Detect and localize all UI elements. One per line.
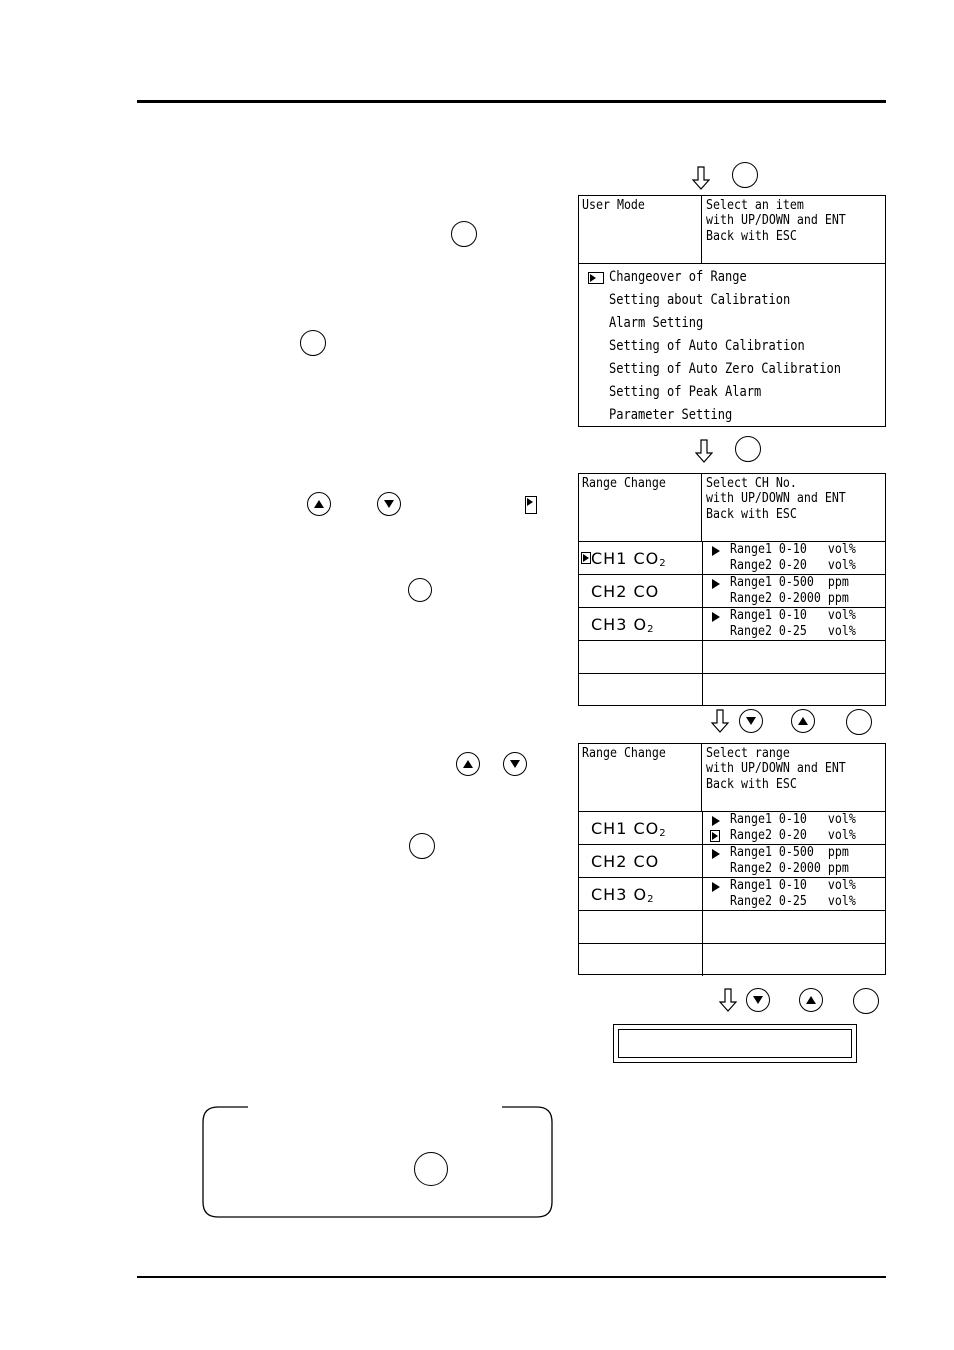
down-key-icon [503,752,527,776]
channel-label: CH3 $O_2$ [591,885,655,905]
range-line: Range1 0-10 vol% [730,541,856,557]
menu-item-range[interactable]: Changeover of Range [609,269,747,285]
instruction-line: with UP/DOWN and ENT [706,490,846,506]
range-line[interactable]: Range2 0-20 vol% [730,827,856,843]
range-line[interactable]: Range1 0-10 vol% [730,811,856,827]
selector-triangle-icon [712,579,720,589]
up-key-icon [791,709,815,733]
up-key-icon [456,752,480,776]
menu-item-alarm[interactable]: Alarm Setting [609,315,704,331]
header-rule [137,100,886,103]
screen-title: Range Change [582,745,666,761]
channel-row-2[interactable] [579,574,885,607]
cursor-icon [710,830,720,842]
hollow-down-arrow-icon [711,709,729,733]
instruction-line: with UP/DOWN and ENT [706,212,846,228]
instruction-line: Select an item [706,197,804,213]
up-key-icon [799,988,823,1012]
channel-row-3[interactable] [579,877,885,910]
channel-label: CH2 CO [591,852,660,871]
blank-key-icon [300,330,326,356]
menu-item-auto-cal[interactable]: Setting of Auto Calibration [609,338,805,354]
selector-triangle-icon [712,849,720,859]
range-change-ch-screen [578,473,886,706]
range-line: Range2 0-20 vol% [730,557,856,573]
range-line: Range1 0-500 ppm [730,574,849,590]
channel-label: CH3 $O_2$ [591,615,655,635]
menu-item-parameter[interactable]: Parameter Setting [609,407,733,423]
range-line: Range1 0-10 vol% [730,607,856,623]
instruction-line: Back with ESC [706,506,797,522]
channel-row-2[interactable] [579,844,885,877]
instruction-line: Select CH No. [706,475,797,491]
hollow-down-arrow-icon [695,439,713,463]
down-key-icon [746,988,770,1012]
selector-triangle-icon [712,816,720,826]
cursor-icon [588,272,604,284]
screen-title: User Mode [582,197,645,213]
channel-row-3[interactable] [579,607,885,640]
hollow-down-arrow-icon [692,166,710,190]
blank-key-icon [451,221,477,247]
range-change-range-screen [578,743,886,975]
selector-triangle-icon [712,546,720,556]
empty-row [579,943,885,976]
range-line: Range2 0-25 vol% [730,893,856,909]
note-box [200,1104,555,1220]
menu-item-auto-zero[interactable]: Setting of Auto Zero Calibration [609,361,841,377]
empty-row [579,640,885,673]
range-line: Range1 0-10 vol% [730,877,856,893]
up-key-icon [307,492,331,516]
range-line: Range2 0-2000 ppm [730,590,849,606]
menu-item-calibration[interactable]: Setting about Calibration [609,292,791,308]
empty-row [579,673,885,706]
blank-key-icon [414,1152,448,1186]
blank-key-icon [408,578,432,602]
cursor-icon [525,496,537,514]
channel-row-1[interactable] [579,811,885,844]
blank-key-icon [735,436,761,462]
screen-title: Range Change [582,475,666,491]
footer-rule [137,1276,886,1278]
blank-key-icon [853,988,879,1014]
channel-label: CH1 $CO_2$ [591,549,667,569]
range-line: Range1 0-500 ppm [730,844,849,860]
channel-row-1[interactable] [579,541,885,574]
instruction-line: Select range [706,745,790,761]
instruction-line: Back with ESC [706,776,797,792]
empty-row [579,910,885,943]
blank-key-icon [409,833,435,859]
down-key-icon [739,709,763,733]
selector-triangle-icon [712,612,720,622]
instruction-line: Back with ESC [706,228,797,244]
channel-label: CH1 $CO_2$ [591,819,667,839]
range-line: Range2 0-2000 ppm [730,860,849,876]
cursor-icon [581,552,591,564]
channel-label: CH2 CO [591,582,660,601]
user-mode-screen [578,195,886,427]
down-key-icon [377,492,401,516]
blank-key-icon [846,709,872,735]
range-line: Range2 0-25 vol% [730,623,856,639]
menu-item-peak-alarm[interactable]: Setting of Peak Alarm [609,384,762,400]
hollow-down-arrow-icon [719,988,737,1012]
selector-triangle-icon [712,882,720,892]
confirmation-box [613,1024,857,1063]
instruction-line: with UP/DOWN and ENT [706,760,846,776]
blank-key-icon [732,162,758,188]
